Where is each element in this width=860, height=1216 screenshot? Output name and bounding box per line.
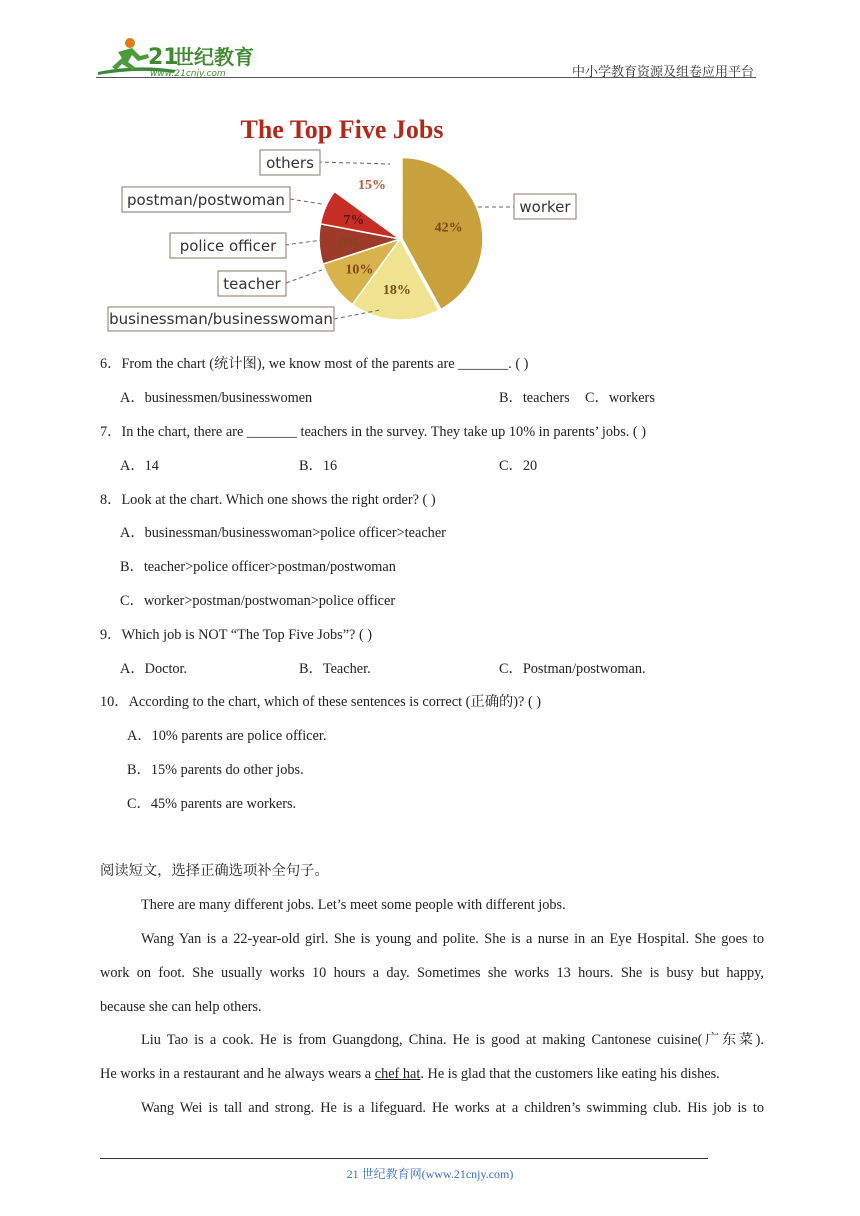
- passage-p2-line-1: Wang Yan is a 22-year-old girl. She is young and polite. She is a nurse in an Eye Hospital. She goes to: [141, 931, 764, 947]
- callout-teacher: teacher: [223, 275, 281, 293]
- q6-option-c: C．workers: [585, 390, 655, 406]
- q7-option-c: C．20: [499, 458, 538, 474]
- q10-option-c: C．45% parents are workers.: [127, 796, 297, 812]
- slice-value-label: 8%: [339, 236, 361, 252]
- site-logo: [96, 34, 266, 80]
- header-divider: [96, 77, 756, 78]
- question-8: 8．Look at the chart. Which one shows the right order? ( ): [100, 492, 436, 508]
- q8-option-c: C．worker>postman/postwoman>police officer: [120, 593, 396, 609]
- slice-value-label: 7%: [343, 213, 365, 229]
- q6-option-a: A．businessmen/businesswomen: [120, 390, 313, 406]
- slice-value-label: 42%: [434, 220, 463, 236]
- callout-worker: worker: [519, 198, 571, 216]
- q6-option-b: B．teachers: [499, 390, 570, 406]
- passage-p3-line-1: Liu Tao is a cook. He is from Guangdong, China. He is good at making Cantonese cuisine(广东菜).: [141, 1032, 764, 1048]
- callout-others: others: [266, 154, 314, 172]
- q10-option-a: A．10% parents are police officer.: [127, 728, 327, 744]
- svg-text:21: 21: [148, 45, 179, 70]
- q10-option-b: B．15% parents do other jobs.: [127, 762, 304, 778]
- platform-name: 中小学教育资源及组卷应用平台: [571, 65, 754, 80]
- question-6: 6．From the chart (统计图), we know most of the parents are _______. ( ): [100, 356, 529, 372]
- question-9: 9．Which job is NOT “The Top Five Jobs”? ( ): [100, 627, 373, 643]
- callout-businessman: businessman/businesswoman: [109, 310, 333, 328]
- question-10: 10．According to the chart, which of these sentences is correct (正确的)? ( ): [100, 694, 542, 710]
- q9-option-b: B．Teacher.: [299, 661, 371, 677]
- reading-instruction: 阅读短文，选择正确选项补全句子。: [100, 863, 329, 879]
- svg-text:www.21cnjy.com: www.21cnjy.com: [150, 69, 226, 79]
- q7-option-a: A．14: [120, 458, 159, 474]
- pie-chart: [100, 108, 600, 336]
- slice-value-label: 10%: [345, 262, 374, 278]
- p3-line-2-start: He works in a restaurant and he always wears a: [100, 1066, 375, 1082]
- q8-option-a: A．businessman/businesswoman>police officer>teacher: [120, 525, 446, 541]
- callout-police-officer: police officer: [179, 237, 277, 255]
- passage-p4-line-1: Wang Wei is tall and strong. He is a lifeguard. He works at a children’s swimming club. His job is to: [141, 1100, 764, 1116]
- q9-option-c: C．Postman/postwoman.: [499, 661, 646, 677]
- passage-p2-line-3: because she can help others.: [100, 999, 262, 1015]
- footer-text: 21 世纪教育网(www.21cnjy.com): [346, 1167, 514, 1181]
- slice-value-label: 15%: [358, 178, 386, 193]
- passage-paragraph-1: There are many different jobs. Let’s meet some people with different jobs.: [141, 897, 566, 913]
- q9-option-a: A．Doctor.: [120, 661, 188, 677]
- passage-p3-line-2: [100, 1064, 720, 1084]
- footer-divider: [100, 1158, 708, 1159]
- chart-title: The Top Five Jobs: [240, 115, 444, 144]
- q7-option-b: B．16: [299, 458, 338, 474]
- question-7: 7．In the chart, there are _______ teachers in the survey. They take up 10% in parents’ jobs. ( ): [100, 424, 647, 440]
- passage-p2-line-2: work on foot. She usually works 10 hours a day. Sometimes she works 13 hours. She is busy but happy,: [100, 965, 764, 981]
- p3-line-2-end: . He is glad that the customers like eating his dishes.: [420, 1066, 720, 1082]
- svg-text:世纪教育: 世纪教育: [174, 45, 254, 69]
- q8-option-b: B．teacher>police officer>postman/postwoman: [120, 559, 396, 575]
- callout-postman: postman/postwoman: [127, 191, 285, 209]
- chef-hat-term: chef hat: [374, 1066, 421, 1082]
- slice-value-label: 18%: [382, 283, 411, 299]
